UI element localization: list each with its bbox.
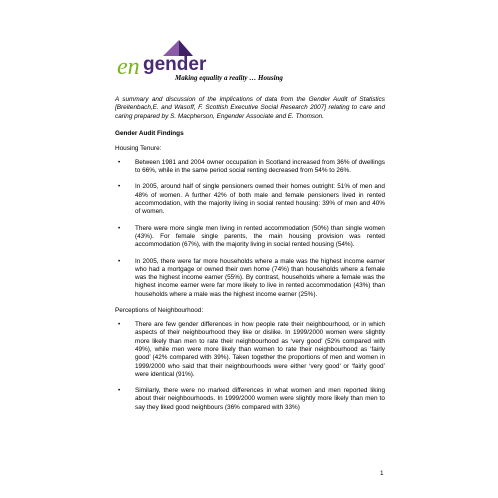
list-item (115, 387, 385, 412)
list-item-text: There were more single men living in rented accommodation (50%) than single women (43%). For female single parents, the main housing provision was rented accommodation (67%), with the majority living in social rented housing (54%). (135, 224, 385, 249)
list-item (115, 225, 385, 250)
bullet-icon: • (118, 257, 121, 265)
bullet-icon: • (118, 224, 121, 232)
list-item-text: In 2005, around half of single pensioners owned their homes outright: 51% of men and 48% of women. A further 42% of both male and female pensioners lived in rented accommodation, with the majority living in social rented housing: 39% of men and 40% of women. (135, 183, 385, 216)
tagline: Making equality a reality … Housing (175, 74, 283, 82)
bullet-icon: • (118, 183, 121, 191)
list-item-text: There are few gender differences in how people rate their neighbourhood, or in which aspects of their neighbourhood they like or dislike. In 1999/2000 women were slightly more likely than men to rate their neighbourhood as ‘very good’ (52% compared with 49%), while men were more likely than women to rate their neighbourhood as ‘fairly good’ (42% compared with 39%). Taken together the proportions of men and women in 1999/2000 who said that their neighbourhoods were either ‘very good’ or ‘fairly good’ were identical (91%). (135, 321, 385, 378)
section-heading: Gender Audit Findings (115, 129, 184, 137)
bullet-list-housing-tenure (115, 159, 385, 299)
list-item-text: Similarly, there were no marked differences in what women and men reported liking about their neighbourhoods. In 1999/2000 women were slightly more likely than men to say they liked good neighbours (36% compared with 33%) (135, 387, 385, 411)
subheading-housing-tenure: Housing Tenure: (115, 144, 162, 152)
document-body (115, 96, 385, 420)
list-item (115, 159, 385, 176)
logo-text-en: en (117, 54, 140, 80)
list-item (115, 258, 385, 299)
list-item (115, 183, 385, 216)
bullet-list-perceptions (115, 321, 385, 412)
list-item (115, 321, 385, 379)
page-number: 1 (380, 470, 384, 477)
intro-paragraph: A summary and discussion of the implications of data from the Gender Audit of Statistics [Breitenbach,E. and Wasoff, F. Scottish Executive Social Research 2007] relating to care and caring prepared by S. Macpherson, Engender Associate and E. Thomson. (115, 96, 385, 120)
bullet-icon: • (118, 387, 121, 395)
list-item-text: In 2005, there were far more households where a male was the highest income earner who had a mortgage or owned their own home (74%) than households where a female was the highest income earner (55%). By contrast, households where a female was the highest income earner were far more likely to live in rented accommodation (43%) than households where a male was the highest income earner (25%). (135, 257, 385, 298)
logo-text-gender: gender (143, 54, 207, 75)
list-item-text: Between 1981 and 2004 owner occupation in Scotland increased from 36% of dwellings to 66%, while in the same period social renting decreased from 54% to 26%. (135, 158, 385, 175)
subheading-perceptions-of-neighbourhood: Perceptions of Neighbourhood: (115, 307, 204, 315)
bullet-icon: • (118, 158, 121, 166)
bullet-icon: • (118, 321, 121, 329)
